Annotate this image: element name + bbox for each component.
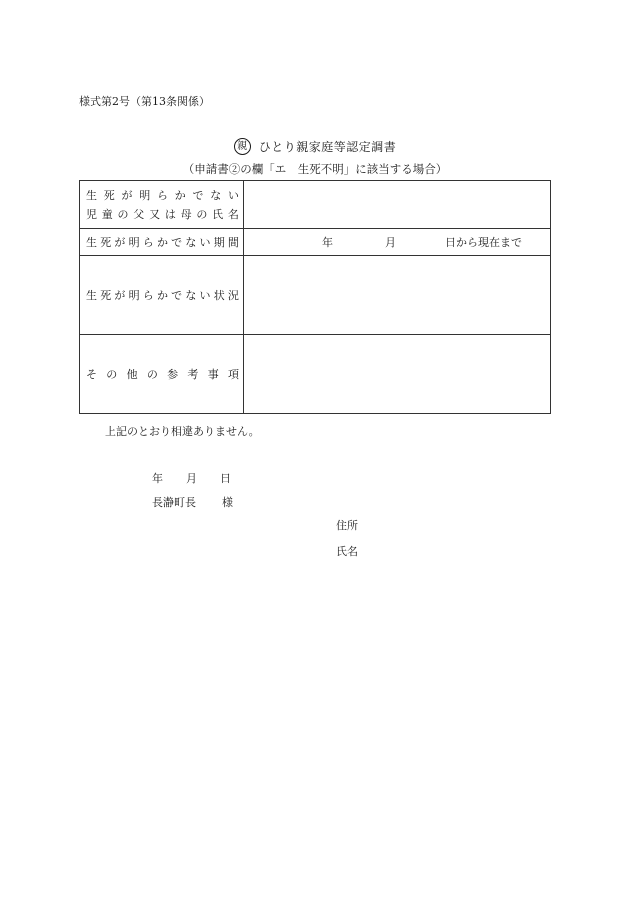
label-char: 明 [128, 235, 140, 249]
label-char: の [146, 367, 158, 381]
label-line [86, 233, 239, 252]
label-char: ら [142, 235, 154, 249]
label-char: で [171, 235, 183, 249]
label-char: 死 [103, 188, 115, 202]
row-label-status [80, 256, 244, 335]
table-row [80, 181, 551, 229]
label-line [86, 365, 239, 384]
period-year: 年 [322, 236, 333, 249]
label-char: そ [86, 367, 97, 381]
label-line [86, 205, 239, 224]
label-char: か [156, 235, 168, 249]
label-char: 期 [213, 235, 225, 249]
label-line [86, 286, 239, 305]
label-char: 他 [126, 367, 138, 381]
table-row [80, 256, 551, 335]
label-char: で [171, 288, 183, 302]
recipient [152, 494, 233, 510]
label-char: 間 [227, 235, 239, 249]
label-char: が [121, 188, 133, 202]
row-label-period [80, 229, 244, 256]
date-line [152, 470, 231, 486]
status-field[interactable] [244, 256, 551, 335]
label-char: 生 [86, 288, 97, 302]
label-char: か [156, 288, 168, 302]
label-char: 事 [207, 367, 219, 381]
label-char: 又 [149, 207, 161, 221]
other-notes-field[interactable] [244, 335, 551, 414]
certification-table [79, 180, 551, 414]
recipient-name: 長瀞町長 [152, 496, 196, 509]
label-char: 氏 [212, 207, 224, 221]
document-title [0, 138, 630, 155]
label-char: の [196, 207, 208, 221]
label-char: ら [142, 288, 154, 302]
label-char: 児 [86, 207, 97, 221]
label-char: 況 [227, 288, 239, 302]
label-char: で [192, 188, 204, 202]
label-char: な [185, 288, 197, 302]
label-char: 明 [139, 188, 151, 202]
period-month: 月 [385, 236, 396, 249]
label-char: 状 [213, 288, 225, 302]
label-char: 参 [167, 367, 179, 381]
label-char: の [117, 207, 129, 221]
parent-name-field[interactable] [244, 181, 551, 229]
date-day: 日 [220, 472, 231, 485]
label-char: 項 [227, 367, 239, 381]
table-row [80, 335, 551, 414]
document-subtitle: （申請書②の欄「エ 生死不明」に該当する場合） [182, 162, 448, 176]
confirmation-statement: 上記のとおり相違ありません。 [105, 425, 260, 438]
label-char: い [228, 188, 239, 202]
label-char: ら [157, 188, 168, 202]
label-char: か [174, 188, 186, 202]
date-year: 年 [152, 472, 163, 485]
label-char: 父 [133, 207, 145, 221]
label-char: が [114, 288, 126, 302]
label-char: 生 [86, 235, 97, 249]
label-char: な [210, 188, 222, 202]
label-char: は [164, 207, 176, 221]
label-char: 死 [100, 235, 112, 249]
date-month: 月 [186, 472, 197, 485]
parent-circle-mark: 親 [234, 138, 251, 155]
label-char: い [199, 288, 211, 302]
period-day-suffix: 日から現在まで [445, 236, 522, 249]
recipient-honorific: 様 [222, 496, 233, 509]
row-label-other [80, 335, 244, 414]
label-char: い [199, 235, 211, 249]
address-label: 住所 [336, 519, 358, 532]
title-text: ひとり親家庭等認定調書 [258, 140, 397, 154]
row-label-parent-name [80, 181, 244, 229]
period-field[interactable] [244, 229, 551, 256]
label-char: 生 [86, 188, 97, 202]
form-number: 様式第2号（第13条関係） [79, 95, 210, 108]
label-line [86, 186, 239, 205]
label-char: 名 [227, 207, 239, 221]
label-char: な [185, 235, 197, 249]
label-char: の [106, 367, 118, 381]
label-char: が [114, 235, 126, 249]
name-label: 氏名 [336, 545, 358, 558]
label-char: 童 [101, 207, 113, 221]
label-char: 死 [100, 288, 112, 302]
label-char: 母 [180, 207, 192, 221]
table-row [80, 229, 551, 256]
label-char: 考 [187, 367, 199, 381]
label-char: 明 [128, 288, 140, 302]
